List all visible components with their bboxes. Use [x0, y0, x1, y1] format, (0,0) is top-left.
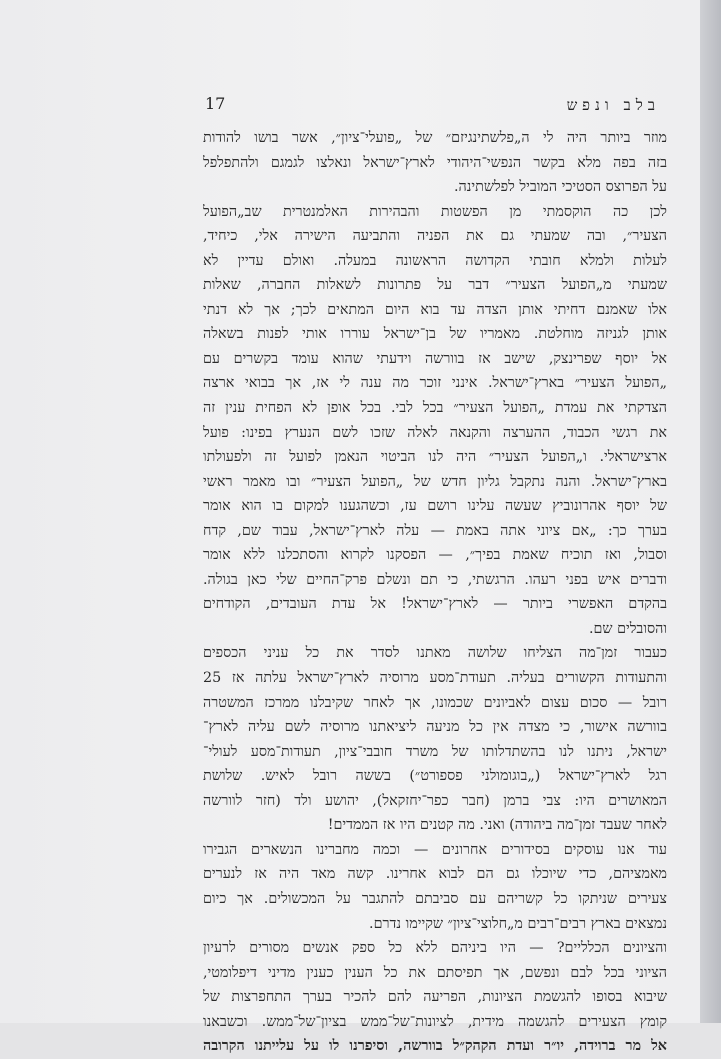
page-number: 17 [205, 94, 226, 113]
text-line: קומץ הצעירים להגשמה מידית, לציונות־של־ממש בציון־של־ממש. וכשבאנו [203, 1013, 667, 1030]
text-line: ישראל, ניתנו לנו בהשתדלותו של משרד חובבי־ציון, תעודות־מסע לעולי־ [203, 743, 667, 760]
text-line: אותן לגניזה מוחלטת. מאמריו של בן־ישראל עוררו אותי לפנות בשאלה [203, 326, 667, 343]
text-line: ודברים איש בפני רעהו. הרגשתי, כי תם ונשלם פרק־החיים שלי כאן בגולה. [203, 571, 667, 588]
text-line: רובל — סכום עצום לאביונים שכמונו, אך לאחר שקיבלנו ממרכז המשטרה [203, 694, 667, 711]
text-line: שיבוא בסופו להגשמת הציונות, הפריעה להם להכיר בערך התחפרצות של [203, 989, 667, 1006]
text-line: הצדקתי את עמדת „הפועל הצעיר״ בכל לבי. בכל אופן לא הפחית ענין זה [203, 400, 667, 417]
text-line: לעלות ולמלא חובתי הקדושה הראשונה במעלה. ואולם עדיין לא [203, 252, 667, 269]
text-line: לכן כה הוקסמתי מן הפשטות והבהירות האלמנטרית שב„הפועל [203, 203, 667, 220]
text-line: בערך כך: „אם ציוני אתה באמת — עלה לארץ־ישראל, עבוד שם, קדח [203, 522, 667, 539]
text-line: לאחר שעבד זמן־מה ביהודה) ואני. מה קטנים היו אז הממדים! [327, 817, 667, 834]
text-line: רגל לארץ־ישראל („בוגומולני פספורט״) בששה רובל לאיש. שלושת [203, 768, 667, 785]
text-line: בזה בפה מלא בקשר הנפשי־היהודי לארץ־ישראל ונאלצו לגמגם ולהתפלפל [203, 154, 667, 171]
text-line: מאמציהם, כדי שיוכלו גם הם לבוא אחרינו. קשה מאד היה אז לנערים [203, 866, 667, 883]
paragraph [203, 936, 667, 1059]
text-line: בהקדם האפשרי ביותר — לארץ־ישראל! אל עדת העובדים, הקודחים [203, 596, 667, 613]
text-line: „הפועל הצעיר״ בארץ־ישראל. אינני זוכר מה ענה לי אז, אך בבואי ארצה [203, 375, 667, 392]
running-title: בלב ונפש [566, 96, 660, 114]
paragraph [203, 126, 667, 200]
text-line: כעבור זמן־מה הצליחו שלושה מאתנו לסדר את כל עניני הכספים [203, 645, 667, 662]
text-line: את רגשי הכבוד, ההערצה והקנאה לאלה שזכו לשם הנערץ בפינו: פועל [203, 424, 667, 441]
text-line: אל מר ברוידה, יו״ר ועדת הקהק״ל בוורשה, וסיפרנו לו על עלייתנו הקרובה [203, 1038, 667, 1055]
text-line: על הפרוצס הסטיכי המוביל לפלשתינה. [453, 179, 667, 196]
text-line: מוזר ביותר היה לי ה„פלשתינגיזם״ של „פועלי־ציון״, אשר בושו להודות [203, 130, 667, 146]
paragraph [203, 641, 667, 837]
text-line: והתעודות הקשורים בעליה. תעודת־מסע מרוסיה לארץ־ישראל עלתה אז 25 [203, 670, 667, 687]
paragraph [203, 200, 667, 642]
text-line: אלו שאמנם דחיתי אותן הצדה עד בוא היום המתאים לכך; אך לא דנתי [203, 301, 667, 318]
text-line: והציונים הכלליים? — היו ביניהם ללא כל ספק אנשים מסורים לרעיון [203, 940, 667, 957]
text-line: בוורשה אישור, כי מצדה אין כל מניעה ליציאתנו מרוסיה לשם עליה לארץ־ [203, 719, 667, 736]
text-line: נמצאים בארץ רבים־רבים מ„חלוצי־ציון״ שקיימו נדרם. [369, 915, 667, 932]
page-edge [700, 0, 721, 1023]
paragraph [203, 838, 667, 936]
text-line: המאושרים היו: צבי ברמן (חבר כפר־יחזקאל), יהושע ולד (חזר לוורשה [203, 792, 667, 809]
text-line: וסבול, ואז תוכיח שאמת בפיך״, — הפסקנו לקרוא והסתכלנו ללא אומר [203, 547, 667, 564]
text-line: אל יוסף שפרינצק, שישב אז בוורשה וידעתי שהוא עומד בקשרים עם [203, 350, 667, 367]
text-line: צעירים שניתקו כל קשריהם עם סביבתם להתגבר על המכשולים. אך כיום [203, 890, 667, 907]
text-line: בארץ־ישראל. והנה נתקבל גליון חדש של „הפועל הצעיר״ ובו מאמר ראשי [203, 473, 667, 490]
text-line: הצעיר״, ובה שמעתי גם את הפניה והתביעה הישירה אלי, כיחיד, [203, 228, 667, 245]
text-line: ארצישראלי. ו„הפועל הצעיר״ היה לנו הביטוי הנאמן לפועל זה ולפעולתו [203, 449, 667, 466]
text-line: של יוסף אהרונוביץ שעשה עלינו רושם עז, וכשהגענו למקום בו הוא אומר [203, 498, 667, 515]
text-line: והסובלים שם. [588, 620, 667, 637]
text-line: הציוני בכל לבם ונפשם, אך תפיסתם את כל הענין כענין מדיני דיפלומטי, [203, 964, 667, 981]
text-line: עוד אנו עוסקים בסידורים אחרונים — וכמה מחברינו הנשארים הגבירו [203, 841, 667, 858]
page-header [205, 94, 660, 120]
body-text [203, 126, 667, 1059]
text-line: שמעתי מ„הפועל הצעיר״ דבר על פתרונות לשאלות החברה, שאלות [203, 277, 667, 294]
